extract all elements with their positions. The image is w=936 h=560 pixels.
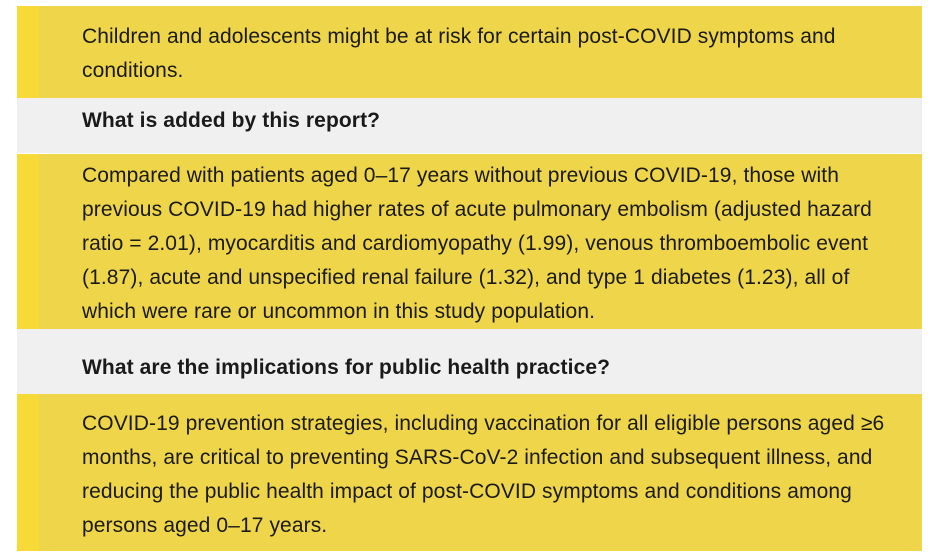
added-finding-panel xyxy=(17,154,922,329)
added-heading: What is added by this report? xyxy=(82,109,381,132)
implications-text: COVID-19 prevention strategies, including vaccination for all eligible persons aged ≥6 months, are critical to preventing SARS-CoV-2 infection and subsequent illness, and reducing the public health impact of post-COVID symptoms and conditions among persons aged 0–17 years. xyxy=(82,412,885,537)
known-finding-panel xyxy=(17,6,922,98)
known-finding-text: Children and adolescents might be at risk for certain post-COVID symptoms and conditions. xyxy=(82,25,836,82)
added-finding-text: Compared with patients aged 0–17 years without previous COVID-19, those with previous COVID-19 had higher rates of acute pulmonary embolism (adjusted hazard ratio = 2.01), myocarditis and cardiomyopathy (1.99), venous thromboembolic event (1.87), acute and unspecified renal failure (1.32), and type 1 diabetes (1.23), all of which were rare or uncommon in this study population. xyxy=(82,164,872,323)
implications-heading-panel xyxy=(17,329,922,394)
implications-heading: What are the implications for public health practice? xyxy=(82,356,611,379)
implications-panel xyxy=(17,394,922,551)
added-heading-panel xyxy=(17,98,922,153)
